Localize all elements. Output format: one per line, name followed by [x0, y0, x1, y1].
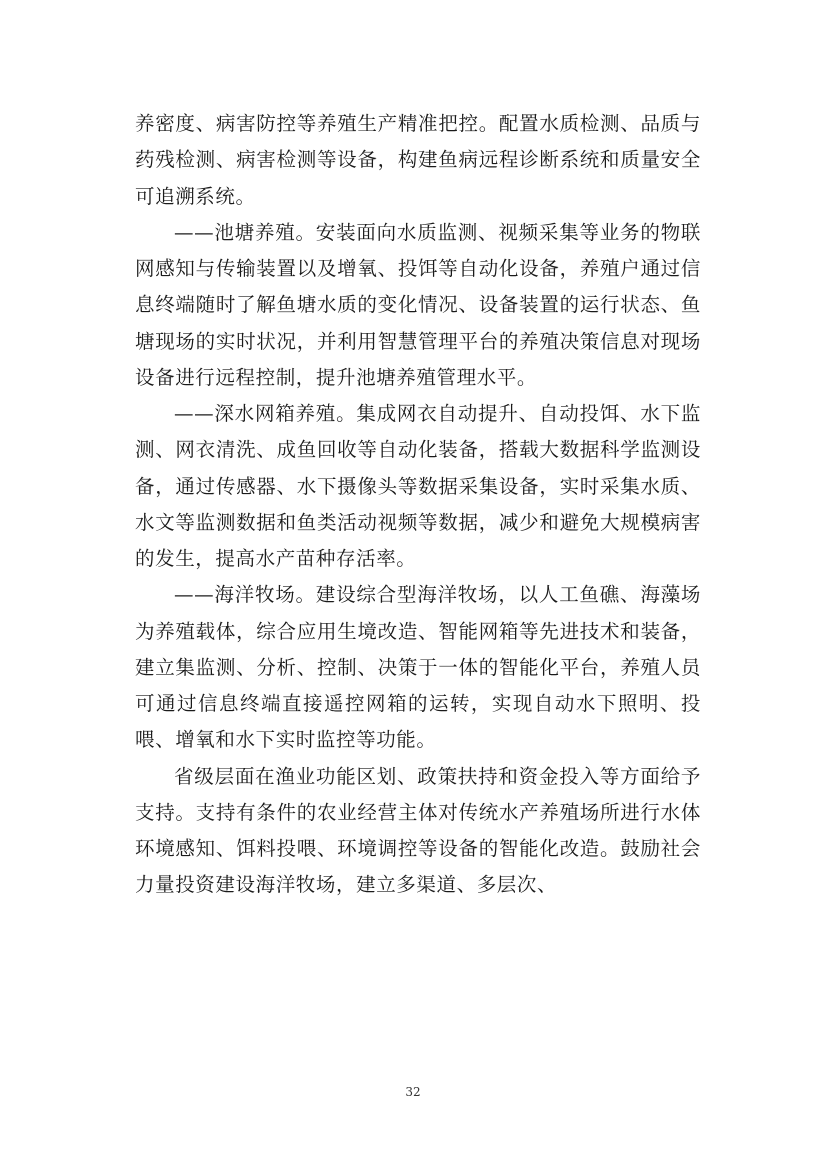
page-number: 32 [405, 1085, 421, 1099]
paragraph-continuation: 养密度、病害防控等养殖生产精准把控。配置水质检测、品质与药残检测、病害检测等设备，构建鱼病远程诊断系统和质量安全可追溯系统。 [135, 112, 701, 208]
paragraph-marine-ranch: ——海洋牧场。建设综合型海洋牧场，以人工鱼礁、海藻场为养殖载体，综合应用生境改造、智能网箱等先进技术和装备，建立集监测、分析、控制、决策于一体的智能化平台，养殖人员可通过信息终端直接遥控网箱的运转，实现自动水下照明、投喂、增氧和水下实时监控等功能。 [135, 583, 701, 752]
paragraph-provincial-support: 省级层面在渔业功能区划、政策扶持和资金投入等方面给予支持。支持有条件的农业经营主体对传统水产养殖场所进行水体环境感知、饵料投喂、环境调控等设备的智能化改造。鼓励社会力量投资建设海洋牧场，建立多渠道、多层次、 [135, 764, 701, 897]
paragraph-pond-farming: ——池塘养殖。安装面向水质监测、视频采集等业务的物联网感知与传输装置以及增氧、投饵等自动化设备，养殖户通过信息终端随时了解鱼塘水质的变化情况、设备装置的运行状态、鱼塘现场的实时状况，并利用智慧管理平台的养殖决策信息对现场设备进行远程控制，提升池塘养殖管理水平。 [135, 220, 701, 389]
paragraph-deep-water-cage: ——深水网箱养殖。集成网衣自动提升、自动投饵、水下监测、网衣清洗、成鱼回收等自动化装备，搭载大数据科学监测设备，通过传感器、水下摄像头等数据采集设备，实时采集水质、水文等监测数据和鱼类活动视频等数据，减少和避免大规模病害的发生，提高水产苗种存活率。 [135, 402, 701, 570]
body-text [135, 106, 701, 904]
